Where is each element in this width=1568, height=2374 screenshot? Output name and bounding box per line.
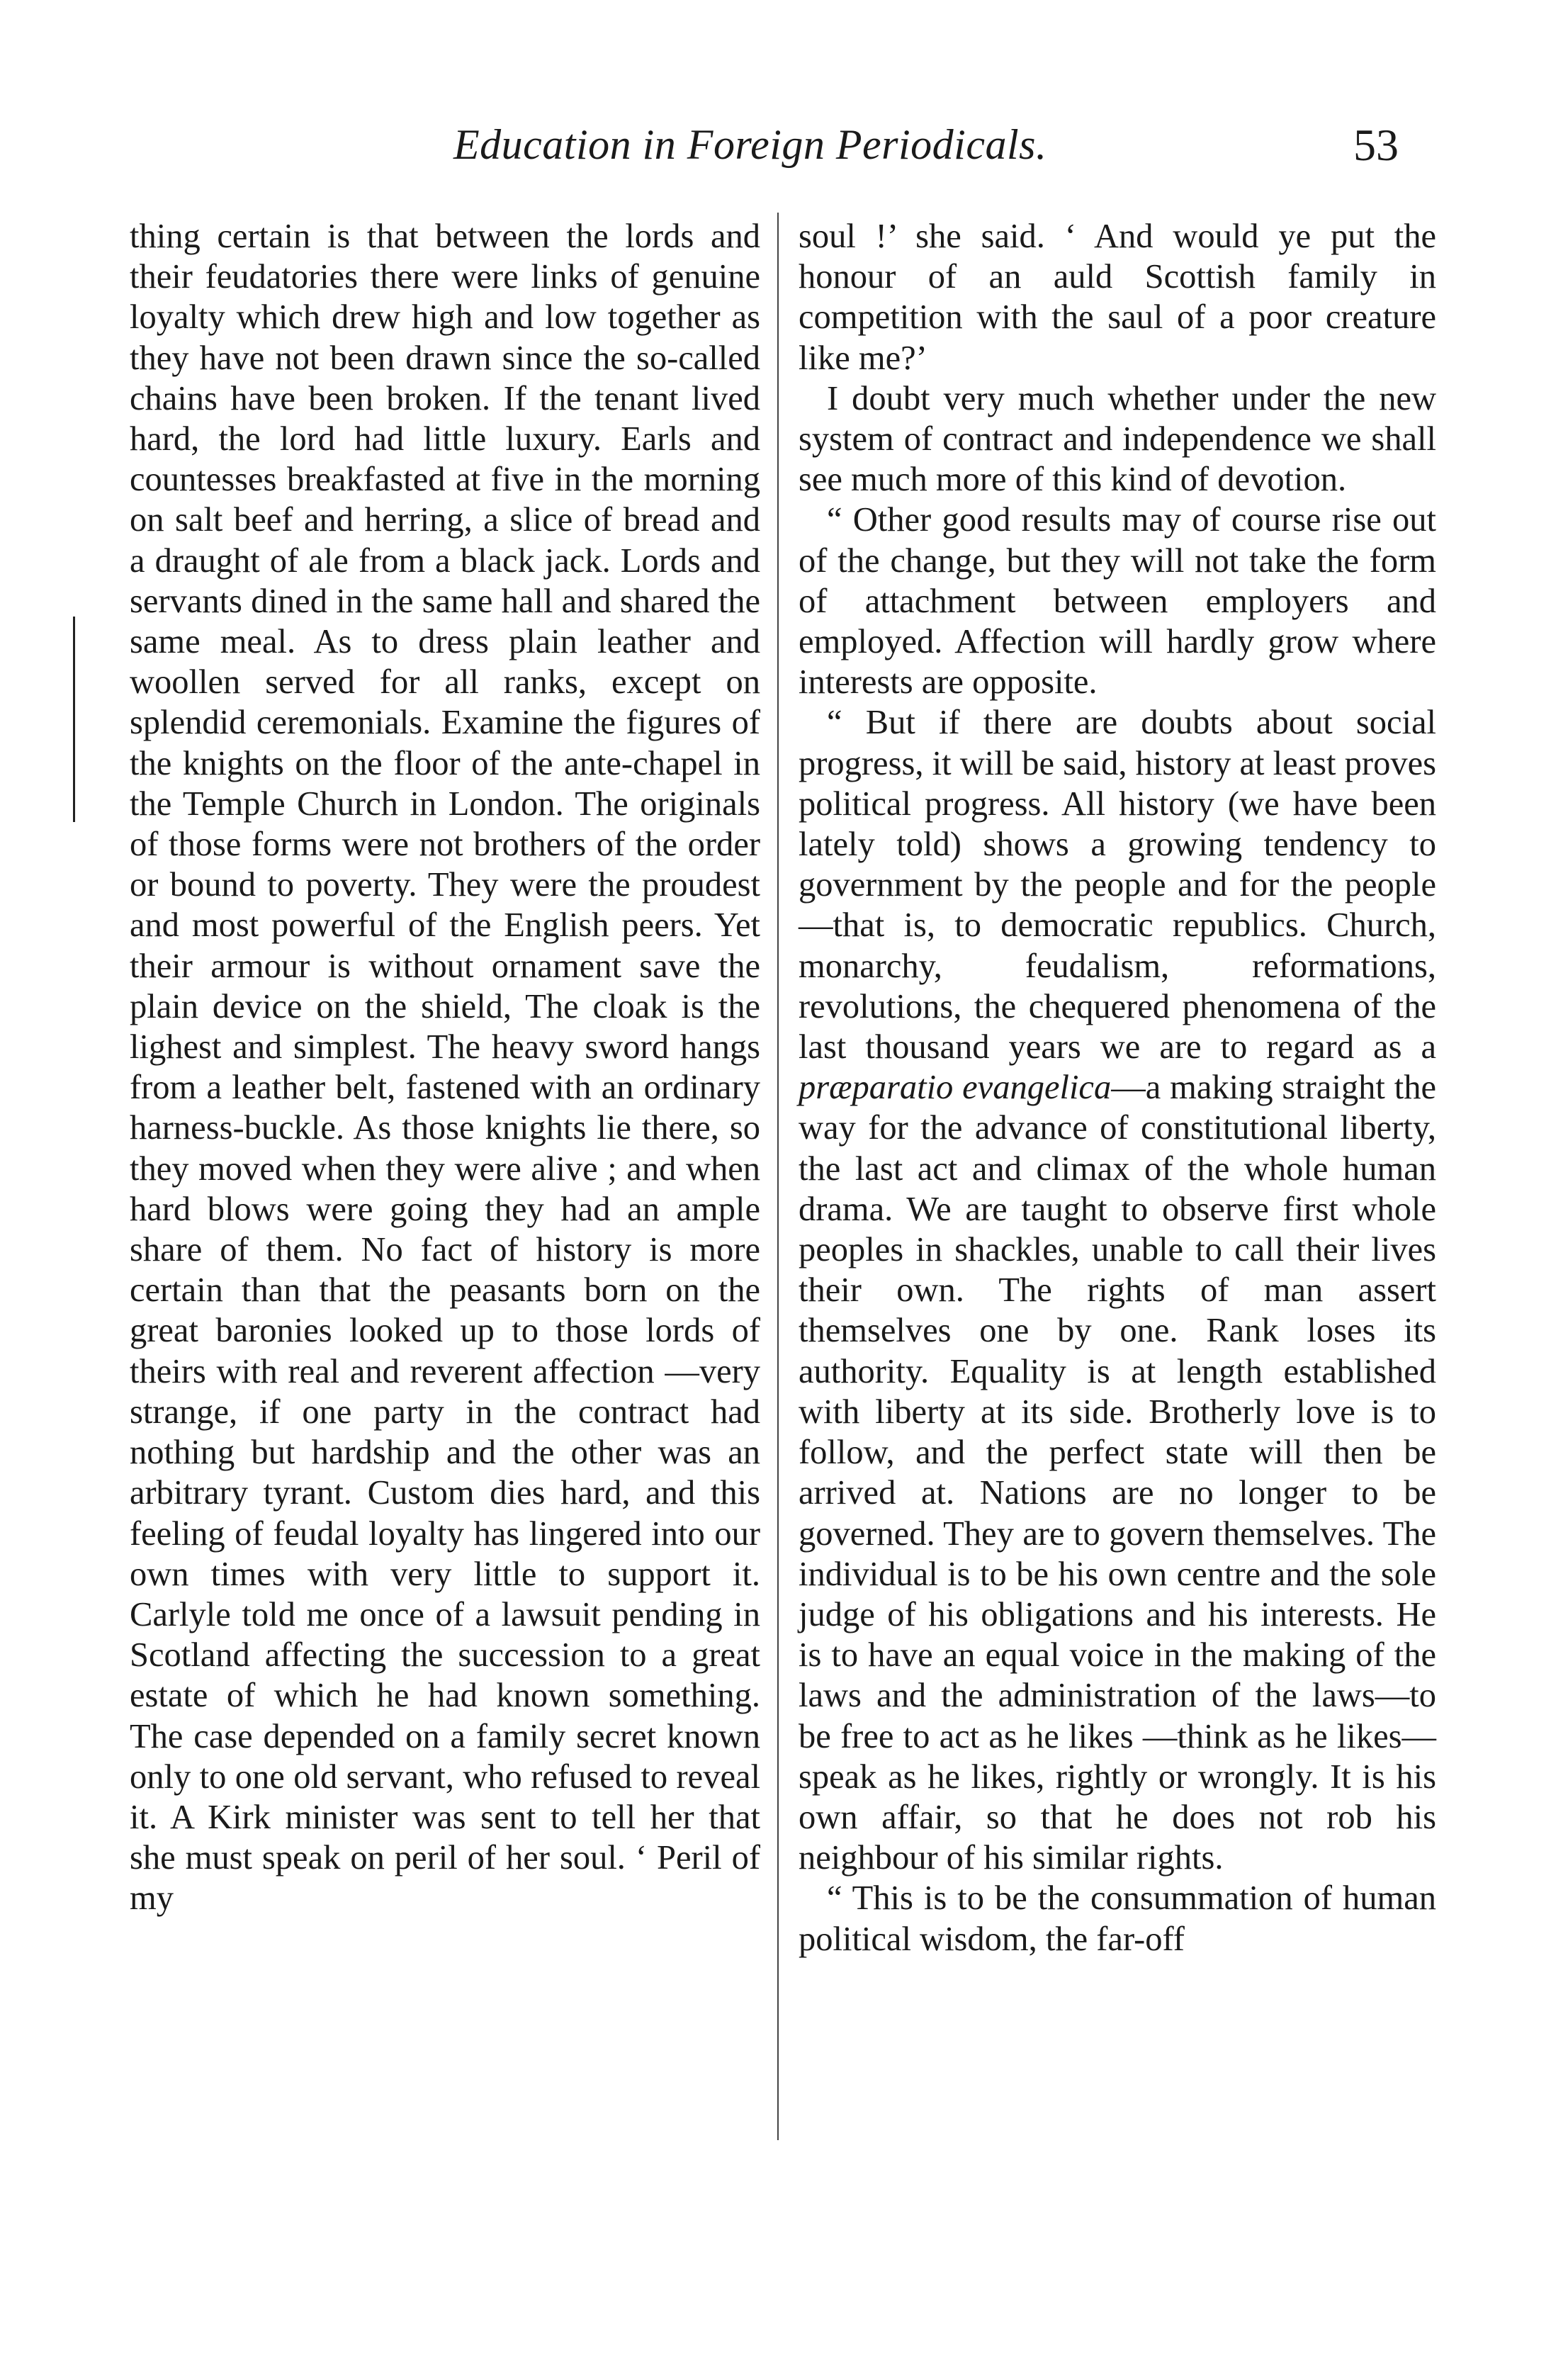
right-paragraph-2: I doubt very much whether under the new system of contract and independence we shall see much more of this kind of devotion. [799, 379, 1436, 499]
page-number: 53 [1353, 120, 1399, 170]
paragraph-4-text-a: “ But if there are doubts about social progress, it will be said, history at least proves political progress. All history (we have been lately told) shows a growing tendency to government by the people and for the people—that is, to democratic republics. Church, monarchy, feudalism, reformations, revolutions, the chequered phenomena of the last thousand years we are to regard as a [799, 704, 1436, 1067]
running-title: Education in Foreign Periodicals. [453, 121, 1047, 168]
right-paragraph-4 [799, 702, 1436, 1878]
latin-phrase: præparatio evangelica [799, 1069, 1112, 1107]
left-column [130, 216, 760, 1919]
left-paragraph: thing certain is that between the lords and their feudatories there were links of genuine loyalty which drew high and low together as they have not been drawn since the so-called chains have been broken. If the tenant lived hard, the lord had little luxury. Earls and countesses breakfasted at five in the morning on salt beef and herring, a slice of bread and a draught of ale from a black jack. Lords and servants dined in the same hall and shared the same meal. As to dress plain leather and woollen served for all ranks, except on splendid ceremonials. Examine the figures of the knights on the floor of the ante-chapel in the Temple Church in London. The originals of those forms were not brothers of the order or bound to poverty. They were the proudest and most powerful of the English peers. Yet their armour is without ornament save the plain device on the shield, The cloak is the lighest and simplest. The heavy sword hangs from a leather belt, fastened with an ordinary harness-buckle. As those knights lie there, so they moved when they were alive ; and when hard blows were going they had an ample share of them. No fact of history is more certain than that the peasants born on the great baronies looked up to those lords of theirs with real and reverent affection —very strange, if one party in the contract had nothing but hardship and the other was an arbitrary tyrant. Custom dies hard, and this feeling of feudal loyalty has lingered into our own times with very little to support it. Carlyle told me once of a lawsuit pending in Scotland affecting the succession to a great estate of which he had known something. The case depended on a family secret known only to one old servant, who refused to reveal it. A Kirk minister was sent to tell her that she must speak on peril of her soul. ‘ Peril of my [130, 218, 760, 1918]
paragraph-4-text-b: —a making straight the way for the advance of constitutional liberty, the last act and climax of the whole human drama. We are taught to observe first whole peoples in shackles, unable to call their lives their own. The rights of man assert themselves one by one. Rank loses its authority. Equality is at length established with liberty at its side. Brotherly love is to follow, and the perfect state will then be arrived at. Nations are no longer to be governed. They are to govern themselves. The individual is to be his own centre and the sole judge of his obligations and his interests. He is to have an equal voice in the making of the laws and the administration of the laws—to be free to act as he likes —think as he likes—speak as he likes, rightly or wrongly. It is his own affair, so that he does not rob his neighbour of his similar rights. [799, 1069, 1437, 1877]
right-paragraph-5: “ This is to be the consummation of human political wisdom, the far-off [799, 1879, 1436, 1958]
right-paragraph-3: “ Other good results may of course rise out of the change, but they will not take the form of attachment between employers and employed. Affection will hardly grow where interests are opposite. [799, 501, 1436, 702]
margin-mark [73, 617, 75, 822]
right-paragraph-1: soul !’ she said. ‘ And would ye put the honour of an auld Scottish family in competition with the saul of a poor creature like me?’ [799, 218, 1436, 377]
right-column [799, 216, 1436, 1959]
column-divider [777, 213, 779, 2140]
